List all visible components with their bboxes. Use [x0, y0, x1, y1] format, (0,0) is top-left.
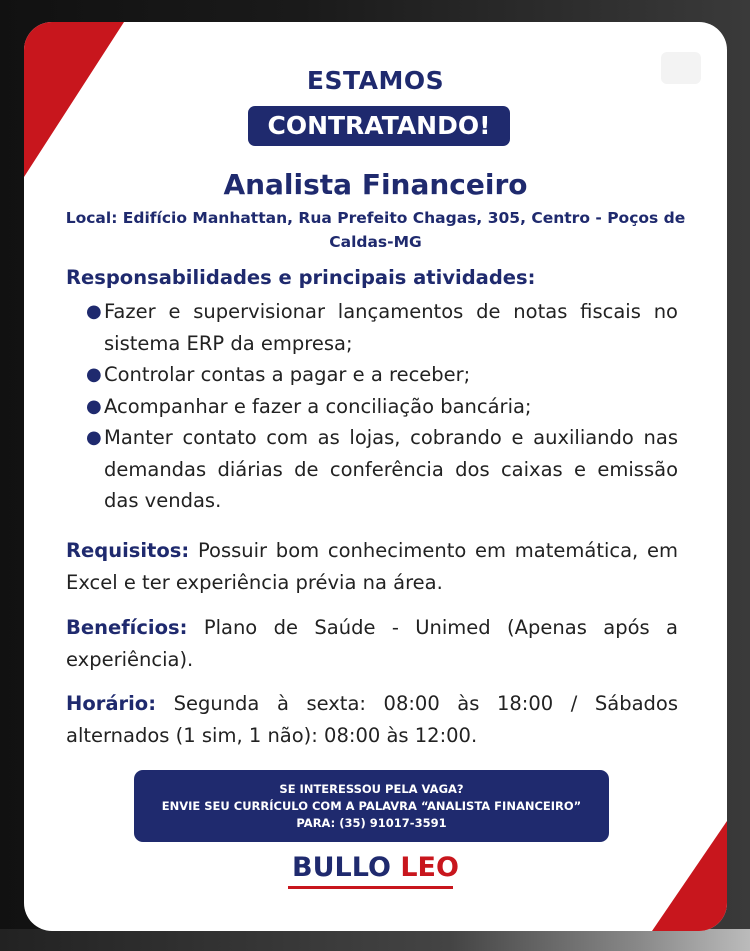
red-corner-decoration-top-left [24, 22, 124, 177]
responsibilities-title: Responsabilidades e principais atividades: [66, 266, 536, 289]
logo-text-bullo: BULLO [292, 852, 391, 883]
cta-line-2: ENVIE SEU CURRÍCULO COM A PALAVRA “ANALISTA FINANCEIRO” [161, 798, 582, 813]
list-item: ● Fazer e supervisionar lançamentos de notas fiscais no sistema ERP da empresa; [86, 296, 678, 359]
header-estamos: ESTAMOS [306, 66, 445, 95]
bullet-icon: ● [86, 395, 102, 417]
logo-underline [288, 886, 453, 889]
benefits-paragraph [66, 612, 678, 675]
company-logo [24, 852, 727, 883]
responsibilities-list [86, 296, 678, 517]
background-floor [0, 929, 750, 951]
list-item: ● Acompanhar e fazer a conciliação bancária; [86, 391, 678, 423]
bullet-icon: ● [86, 301, 102, 322]
cta-line-1: SE INTERESSOU PELA VAGA? [279, 781, 464, 796]
schedule-text: Segunda à sexta: 08:00 às 18:00 / Sábados alternados (1 sim, 1 não): 08:00 às 12:00. [66, 692, 678, 747]
schedule-paragraph [66, 688, 678, 751]
requirements-paragraph [66, 535, 678, 598]
bullet-icon: ● [86, 427, 102, 448]
schedule-label: Horário: [66, 692, 156, 715]
list-item: ● Manter contato com as lojas, cobrando e auxiliando nas demandas diárias de conferência dos caixas e emissão das vendas. [86, 422, 678, 517]
list-item: ● Controlar contas a pagar e a receber; [86, 359, 678, 391]
job-title: Analista Financeiro [223, 168, 528, 201]
job-location: Local: Edifício Manhattan, Rua Prefeito Chagas, 305, Centro - Poços de Caldas-MG [65, 209, 686, 251]
cta-line-3: PARA: (35) 91017-3591 [296, 815, 447, 830]
header-contratando-badge: CONTRATANDO! [248, 106, 510, 146]
contact-call-to-action [134, 770, 609, 842]
logo-text-leo: LEO [400, 852, 459, 883]
bullet-icon: ● [86, 364, 102, 385]
job-posting-card [24, 22, 727, 931]
requirements-text: Possuir bom conhecimento em matemática, em Excel e ter experiência prévia na área. [66, 539, 678, 594]
benefits-text: Plano de Saúde - Unimed (Apenas após a experiência). [66, 616, 678, 671]
requirements-label: Requisitos: [66, 539, 190, 562]
benefits-label: Benefícios: [66, 616, 188, 639]
